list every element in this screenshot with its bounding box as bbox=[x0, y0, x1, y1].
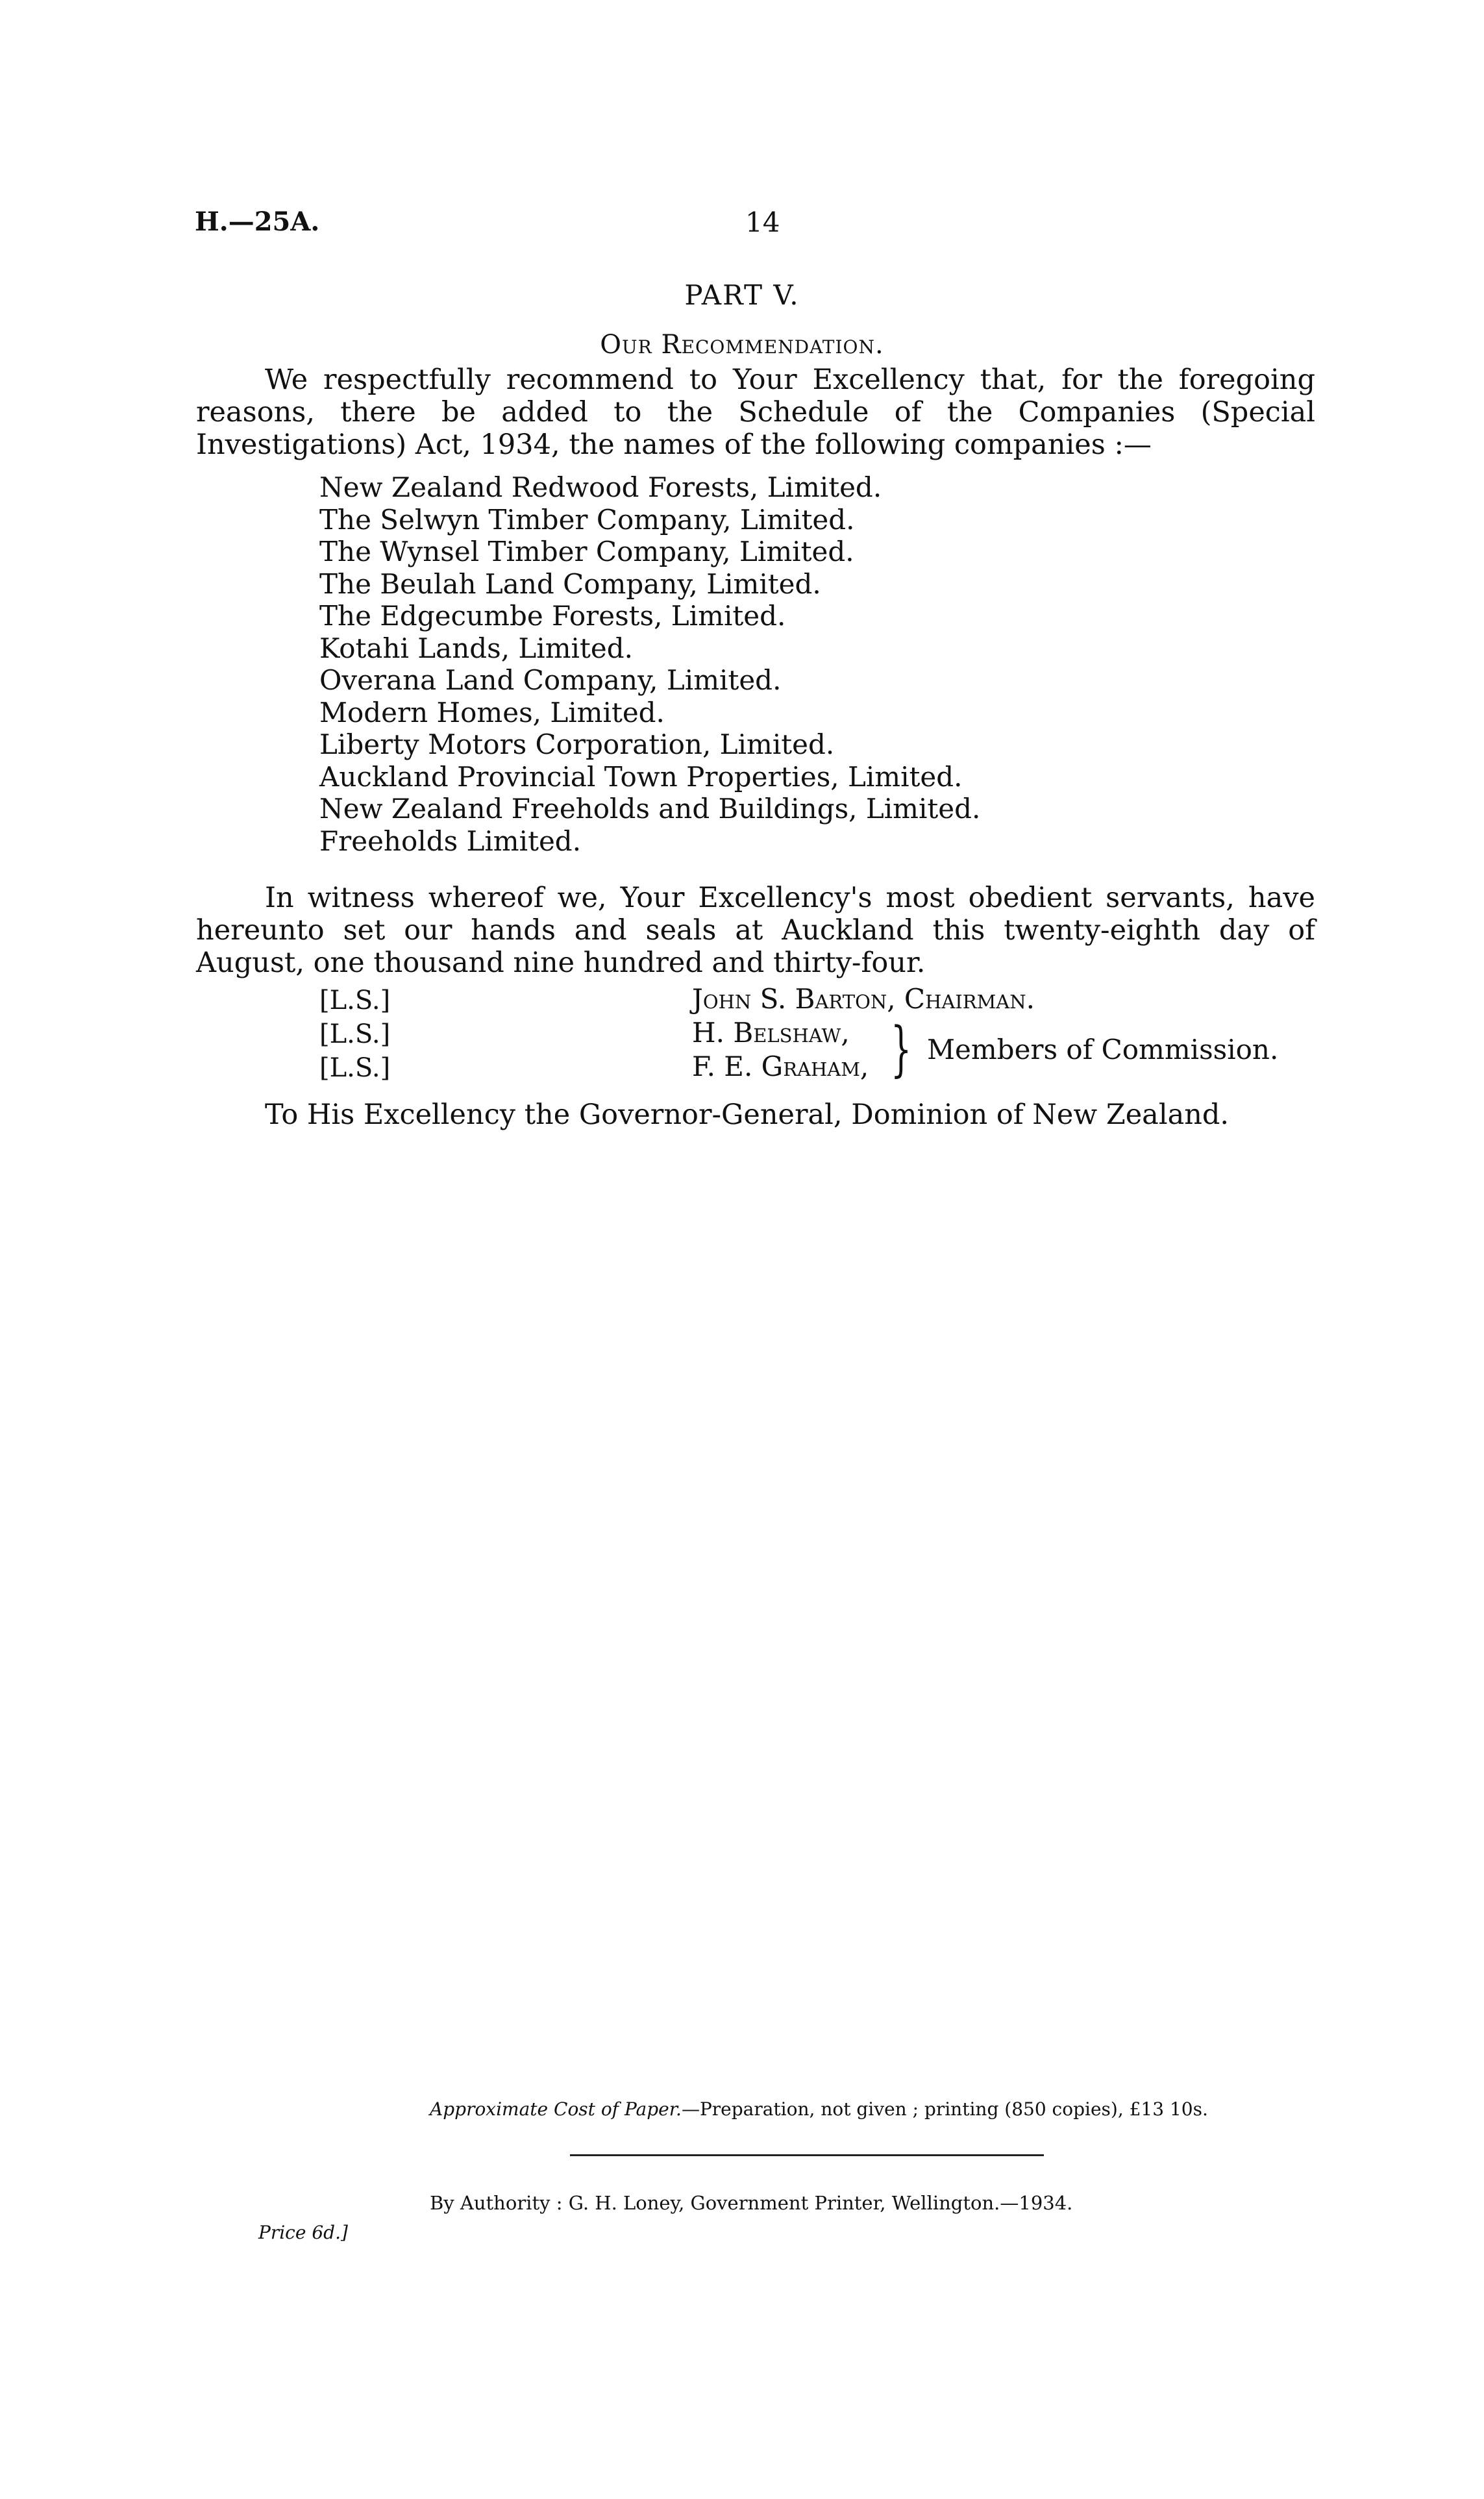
document-reference: H.—25A. bbox=[195, 206, 320, 237]
list-item: Overana Land Company, Limited. bbox=[319, 664, 782, 696]
witness-paragraph: In witness whereof we, Your Excellency's most obedient servants, have hereunto set our hands and seals at Auckland this twenty-eighth day of August, one thousand nine hundred and thirty-four. bbox=[196, 882, 1315, 979]
addressee-line: To His Excellency the Governor-General, Dominion of New Zealand. bbox=[265, 1099, 1230, 1131]
company-list bbox=[319, 471, 980, 857]
right-brace-icon: } bbox=[891, 1014, 912, 1084]
list-item: The Edgecumbe Forests, Limited. bbox=[319, 600, 786, 632]
list-item: Liberty Motors Corporation, Limited. bbox=[319, 728, 835, 760]
price-note: Price 6d.] bbox=[258, 2222, 348, 2243]
seal-mark: [L.S.] bbox=[319, 986, 391, 1015]
seal-mark: [L.S.] bbox=[319, 1019, 391, 1049]
page-number: 14 bbox=[745, 206, 780, 238]
chairman-signature: John S. Barton, Chairman. bbox=[692, 983, 1035, 1015]
list-item: The Beulah Land Company, Limited. bbox=[319, 567, 821, 600]
section-title: Our Recommendation. bbox=[600, 330, 884, 360]
list-item: Modern Homes, Limited. bbox=[319, 696, 665, 728]
list-item: Auckland Provincial Town Properties, Limited. bbox=[319, 760, 963, 793]
member-signature: F. E. Graham, bbox=[692, 1051, 869, 1082]
cost-label: Approximate Cost of Paper. bbox=[430, 2098, 682, 2120]
divider bbox=[570, 2154, 1044, 2156]
part-title: PART V. bbox=[684, 279, 800, 311]
recommendation-paragraph: We respectfully recommend to Your Excellency that, for the foregoing reasons, there be added to the Schedule of the Companies (Special Investigations) Act, 1934, the names of the following companies :— bbox=[196, 364, 1315, 461]
members-label: Members of Commission. bbox=[927, 1034, 1279, 1065]
list-item: Freeholds Limited. bbox=[319, 825, 582, 857]
list-item: The Wynsel Timber Company, Limited. bbox=[319, 536, 854, 567]
list-item: Kotahi Lands, Limited. bbox=[319, 632, 633, 664]
list-item: The Selwyn Timber Company, Limited. bbox=[319, 503, 855, 536]
authority-line: By Authority : G. H. Loney, Government Printer, Wellington.—1934. bbox=[430, 2192, 1073, 2214]
list-item: New Zealand Freeholds and Buildings, Limited. bbox=[319, 793, 981, 825]
cost-note bbox=[430, 2098, 1208, 2120]
member-signature: H. Belshaw, bbox=[692, 1017, 850, 1049]
seal-mark: [L.S.] bbox=[319, 1053, 391, 1083]
cost-text: —Preparation, not given ; printing (850 copies), £13 10s. bbox=[681, 2098, 1208, 2120]
list-item: New Zealand Redwood Forests, Limited. bbox=[319, 471, 882, 503]
